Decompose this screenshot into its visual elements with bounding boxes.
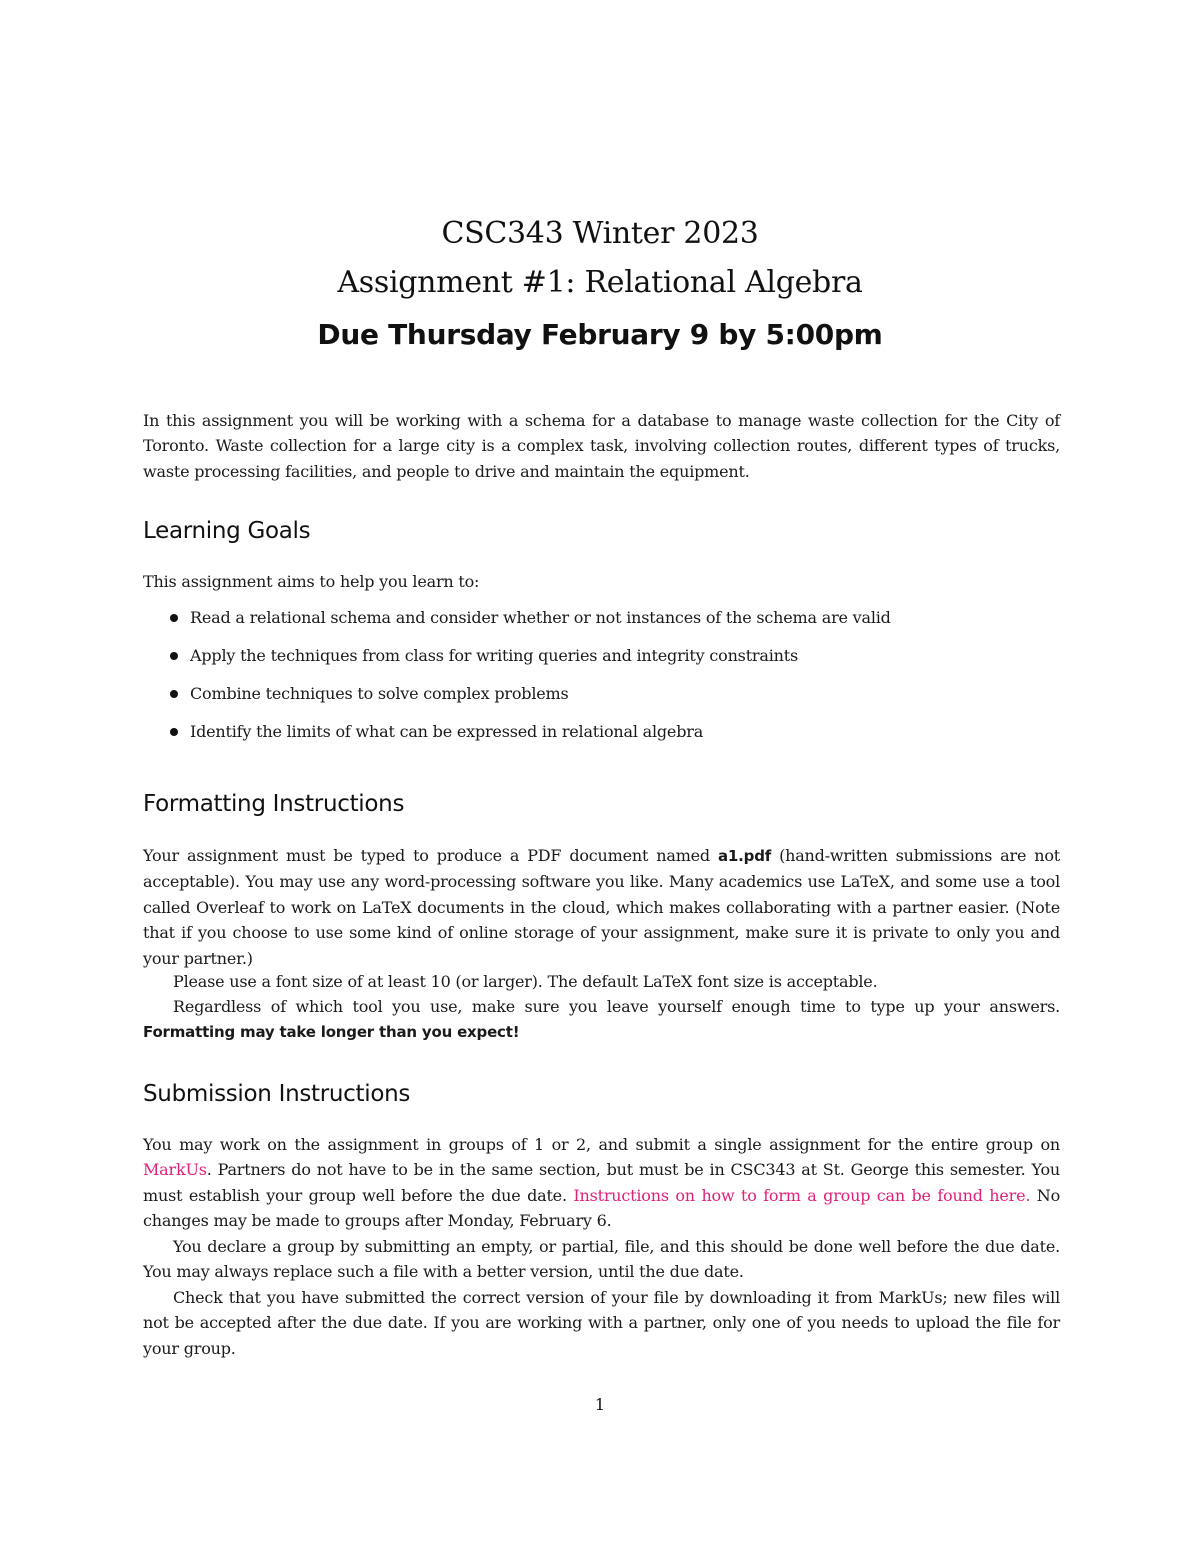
formatting-paragraph-1: Your assignment must be typed to produce a PDF document named a1.pdf (hand-written submissions are not acceptable). You may use any word-processing software you like. Many academics use LaTeX, and some use a tool called Overleaf to work on LaTeX documents in the cloud, which makes collaborating with a partner easier. (Note that if you choose to use some kind of online storage of your assignment, make sure it is private to only you and your partner.)	[143, 846, 1061, 968]
assignment-title: Assignment #1: Relational Algebra	[337, 265, 863, 300]
learning-goals-lead: This assignment aims to help you learn to:	[143, 572, 480, 591]
bullet-icon	[170, 652, 178, 660]
title-block	[0, 212, 1200, 356]
submission-heading: Submission Instructions	[143, 1081, 411, 1107]
formatting-paragraph-3: Regardless of which tool you use, make sure you leave yourself enough time to type up your answers. Formatting may take longer than you expect!	[143, 997, 1060, 1042]
markus-link[interactable]: MarkUs	[143, 1160, 207, 1180]
formatting-heading: Formatting Instructions	[143, 791, 405, 817]
page-number: 1	[594, 1395, 606, 1414]
list-item: Combine techniques to solve complex problems	[143, 675, 1060, 713]
list-item: Identify the limits of what can be expressed in relational algebra	[143, 713, 1060, 751]
due-date: Due Thursday February 9 by 5:00pm	[317, 318, 883, 351]
group-instructions-link[interactable]: Instructions on how to form a group can be found here.	[573, 1185, 1031, 1205]
submission-paragraph-1: You may work on the assignment in groups of 1 or 2, and submit a single assignment for the entire group on MarkUs. Partners do not have to be in the same section, but must be in CSC343 at St. George this semester. You must establish your group well before the due date. Instructions on how to form a group can be found here. No changes may be made to groups after Monday, February 6.	[143, 1135, 1061, 1231]
bullet-icon	[170, 614, 178, 622]
formatting-paragraph-2: Please use a font size of at least 10 (or larger). The default LaTeX font size is acceptable.	[173, 972, 878, 991]
intro-paragraph: In this assignment you will be working with a schema for a database to manage waste collection for the City of Toronto. Waste collection for a large city is a complex task, involving collection routes, different types of trucks, waste processing facilities, and people to drive and maintain the equipment.	[143, 411, 1060, 481]
bullet-icon	[170, 690, 178, 698]
course-title: CSC343 Winter 2023	[441, 216, 759, 251]
submission-paragraph-3: Check that you have submitted the correct version of your file by downloading it from MarkUs; new files will not be accepted after the due date. If you are working with a partner, only one of you needs to upload the file for your group.	[143, 1288, 1060, 1358]
list-item: Apply the techniques from class for writing queries and integrity constraints	[143, 637, 1060, 675]
submission-paragraph-2: You declare a group by submitting an empty, or partial, file, and this should be done well before the due date. You may always replace such a file with a better version, until the due date.	[143, 1237, 1060, 1282]
formatting-warning: Formatting may take longer than you expect!	[143, 1023, 520, 1042]
learning-goals-heading: Learning Goals	[143, 518, 311, 544]
list-item: Read a relational schema and consider whether or not instances of the schema are valid	[143, 599, 1060, 637]
filename: a1.pdf	[718, 847, 772, 865]
bullet-icon	[170, 728, 178, 736]
learning-goals-list	[143, 599, 1060, 751]
